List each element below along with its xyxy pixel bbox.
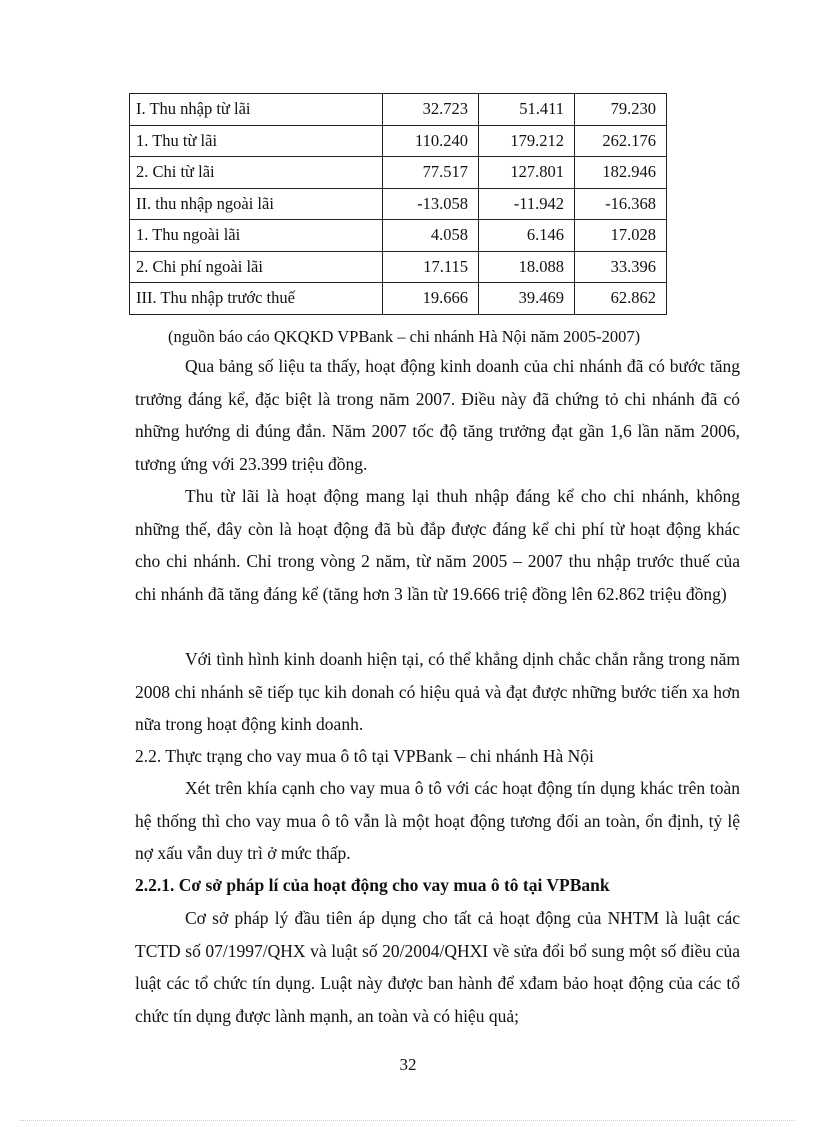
page-number: 32	[399, 1055, 417, 1074]
row-label: 1. Thu ngoài lãi	[130, 220, 383, 252]
table-row	[130, 125, 667, 157]
paragraph-text: Qua bảng số liệu ta thấy, hoạt động kinh doanh của chi nhánh đã có bước tăng trưởng đáng kể, đặc biệt là trong năm 2007. Điều này đã chứng tỏ chi nhánh đã có những hướng di đúng đắn. Năm 2007 tốc độ tăng trưởng đạt gần 1,6 lần năm 2006, tương ứng với 23.399 triệu đồng.	[135, 356, 740, 474]
paragraph-car-loans	[135, 772, 740, 870]
income-table-body	[130, 94, 667, 315]
value-2007: 33.396	[575, 251, 667, 283]
income-table	[129, 93, 667, 315]
value-2005: 19.666	[383, 283, 479, 315]
value-2005: 77.517	[383, 157, 479, 189]
section-heading-2-2: 2.2. Thực trạng cho vay mua ô tô tại VPBank – chi nhánh Hà Nội	[135, 746, 594, 766]
paragraph-legal-basis	[135, 902, 740, 1032]
value-2005: -13.058	[383, 188, 479, 220]
value-2006: -11.942	[479, 188, 575, 220]
value-2006: 18.088	[479, 251, 575, 283]
value-2006: 179.212	[479, 125, 575, 157]
value-2007: 182.946	[575, 157, 667, 189]
paragraph-growth	[135, 350, 740, 480]
value-2006: 51.411	[479, 94, 575, 126]
table-row	[130, 188, 667, 220]
paragraph-text: Cơ sở pháp lý đầu tiên áp dụng cho tất cả hoạt động của NHTM là luật các TCTD số 07/1997/QHX và luật số 20/2004/QHXI về sửa đổi bổ sung một số điều của luật các tổ chức tín dụng. Luật này được ban hành để xđam bảo hoạt động của các tổ chức tín dụng được lành mạnh, an toàn và có hiệu quả;	[135, 908, 740, 1026]
value-2006: 6.146	[479, 220, 575, 252]
value-2007: 17.028	[575, 220, 667, 252]
value-2007: 79.230	[575, 94, 667, 126]
paragraph-outlook	[135, 643, 740, 741]
value-2006: 127.801	[479, 157, 575, 189]
row-label: III. Thu nhập trước thuế	[130, 283, 383, 315]
row-label: 1. Thu từ lãi	[130, 125, 383, 157]
section-heading-2-2-1: 2.2.1. Cơ sở pháp lí của hoạt động cho vay mua ô tô tại VPBank	[135, 875, 610, 895]
table-row	[130, 251, 667, 283]
row-label: I. Thu nhập từ lãi	[130, 94, 383, 126]
value-2005: 110.240	[383, 125, 479, 157]
table-row	[130, 283, 667, 315]
value-2007: 62.862	[575, 283, 667, 315]
paragraph-text: Xét trên khía cạnh cho vay mua ô tô với các hoạt động tín dụng khác trên toàn hệ thống thì cho vay mua ô tô vẫn là một hoạt động tương đối an toàn, ổn định, tỷ lệ nợ xấu vẫn duy trì ở mức thấp.	[135, 778, 740, 863]
table-row	[130, 220, 667, 252]
value-2007: -16.368	[575, 188, 667, 220]
table-source-note: (nguồn báo cáo QKQKD VPBank – chi nhánh Hà Nội năm 2005-2007)	[168, 327, 641, 346]
value-2005: 4.058	[383, 220, 479, 252]
page-bottom-divider	[20, 1120, 796, 1121]
row-label: II. thu nhập ngoài lãi	[130, 188, 383, 220]
value-2005: 32.723	[383, 94, 479, 126]
value-2007: 262.176	[575, 125, 667, 157]
row-label: 2. Chi từ lãi	[130, 157, 383, 189]
value-2006: 39.469	[479, 283, 575, 315]
paragraph-interest-income	[135, 480, 740, 610]
table-row	[130, 157, 667, 189]
row-label: 2. Chi phí ngoài lãi	[130, 251, 383, 283]
value-2005: 17.115	[383, 251, 479, 283]
table-row	[130, 94, 667, 126]
paragraph-text: Với tình hình kinh doanh hiện tại, có thể khẳng dịnh chắc chắn rằng trong năm 2008 chi nhánh sẽ tiếp tục kih donah có hiệu quả và đạt được những bước tiến xa hơn nữa trong hoạt động kinh doanh.	[135, 649, 740, 734]
paragraph-text: Thu từ lãi là hoạt động mang lại thuh nhập đáng kể cho chi nhánh, không những thế, đây còn là hoạt động đã bù đắp được đáng kể chi phí từ hoạt động khác cho chi nhánh. Chỉ trong vòng 2 năm, từ năm 2005 – 2007 thu nhập trước thuế của chi nhánh đã tăng đáng kể (tăng hơn 3 lần từ 19.666 triệ đồng lên 62.862 triệu đồng)	[135, 486, 740, 604]
